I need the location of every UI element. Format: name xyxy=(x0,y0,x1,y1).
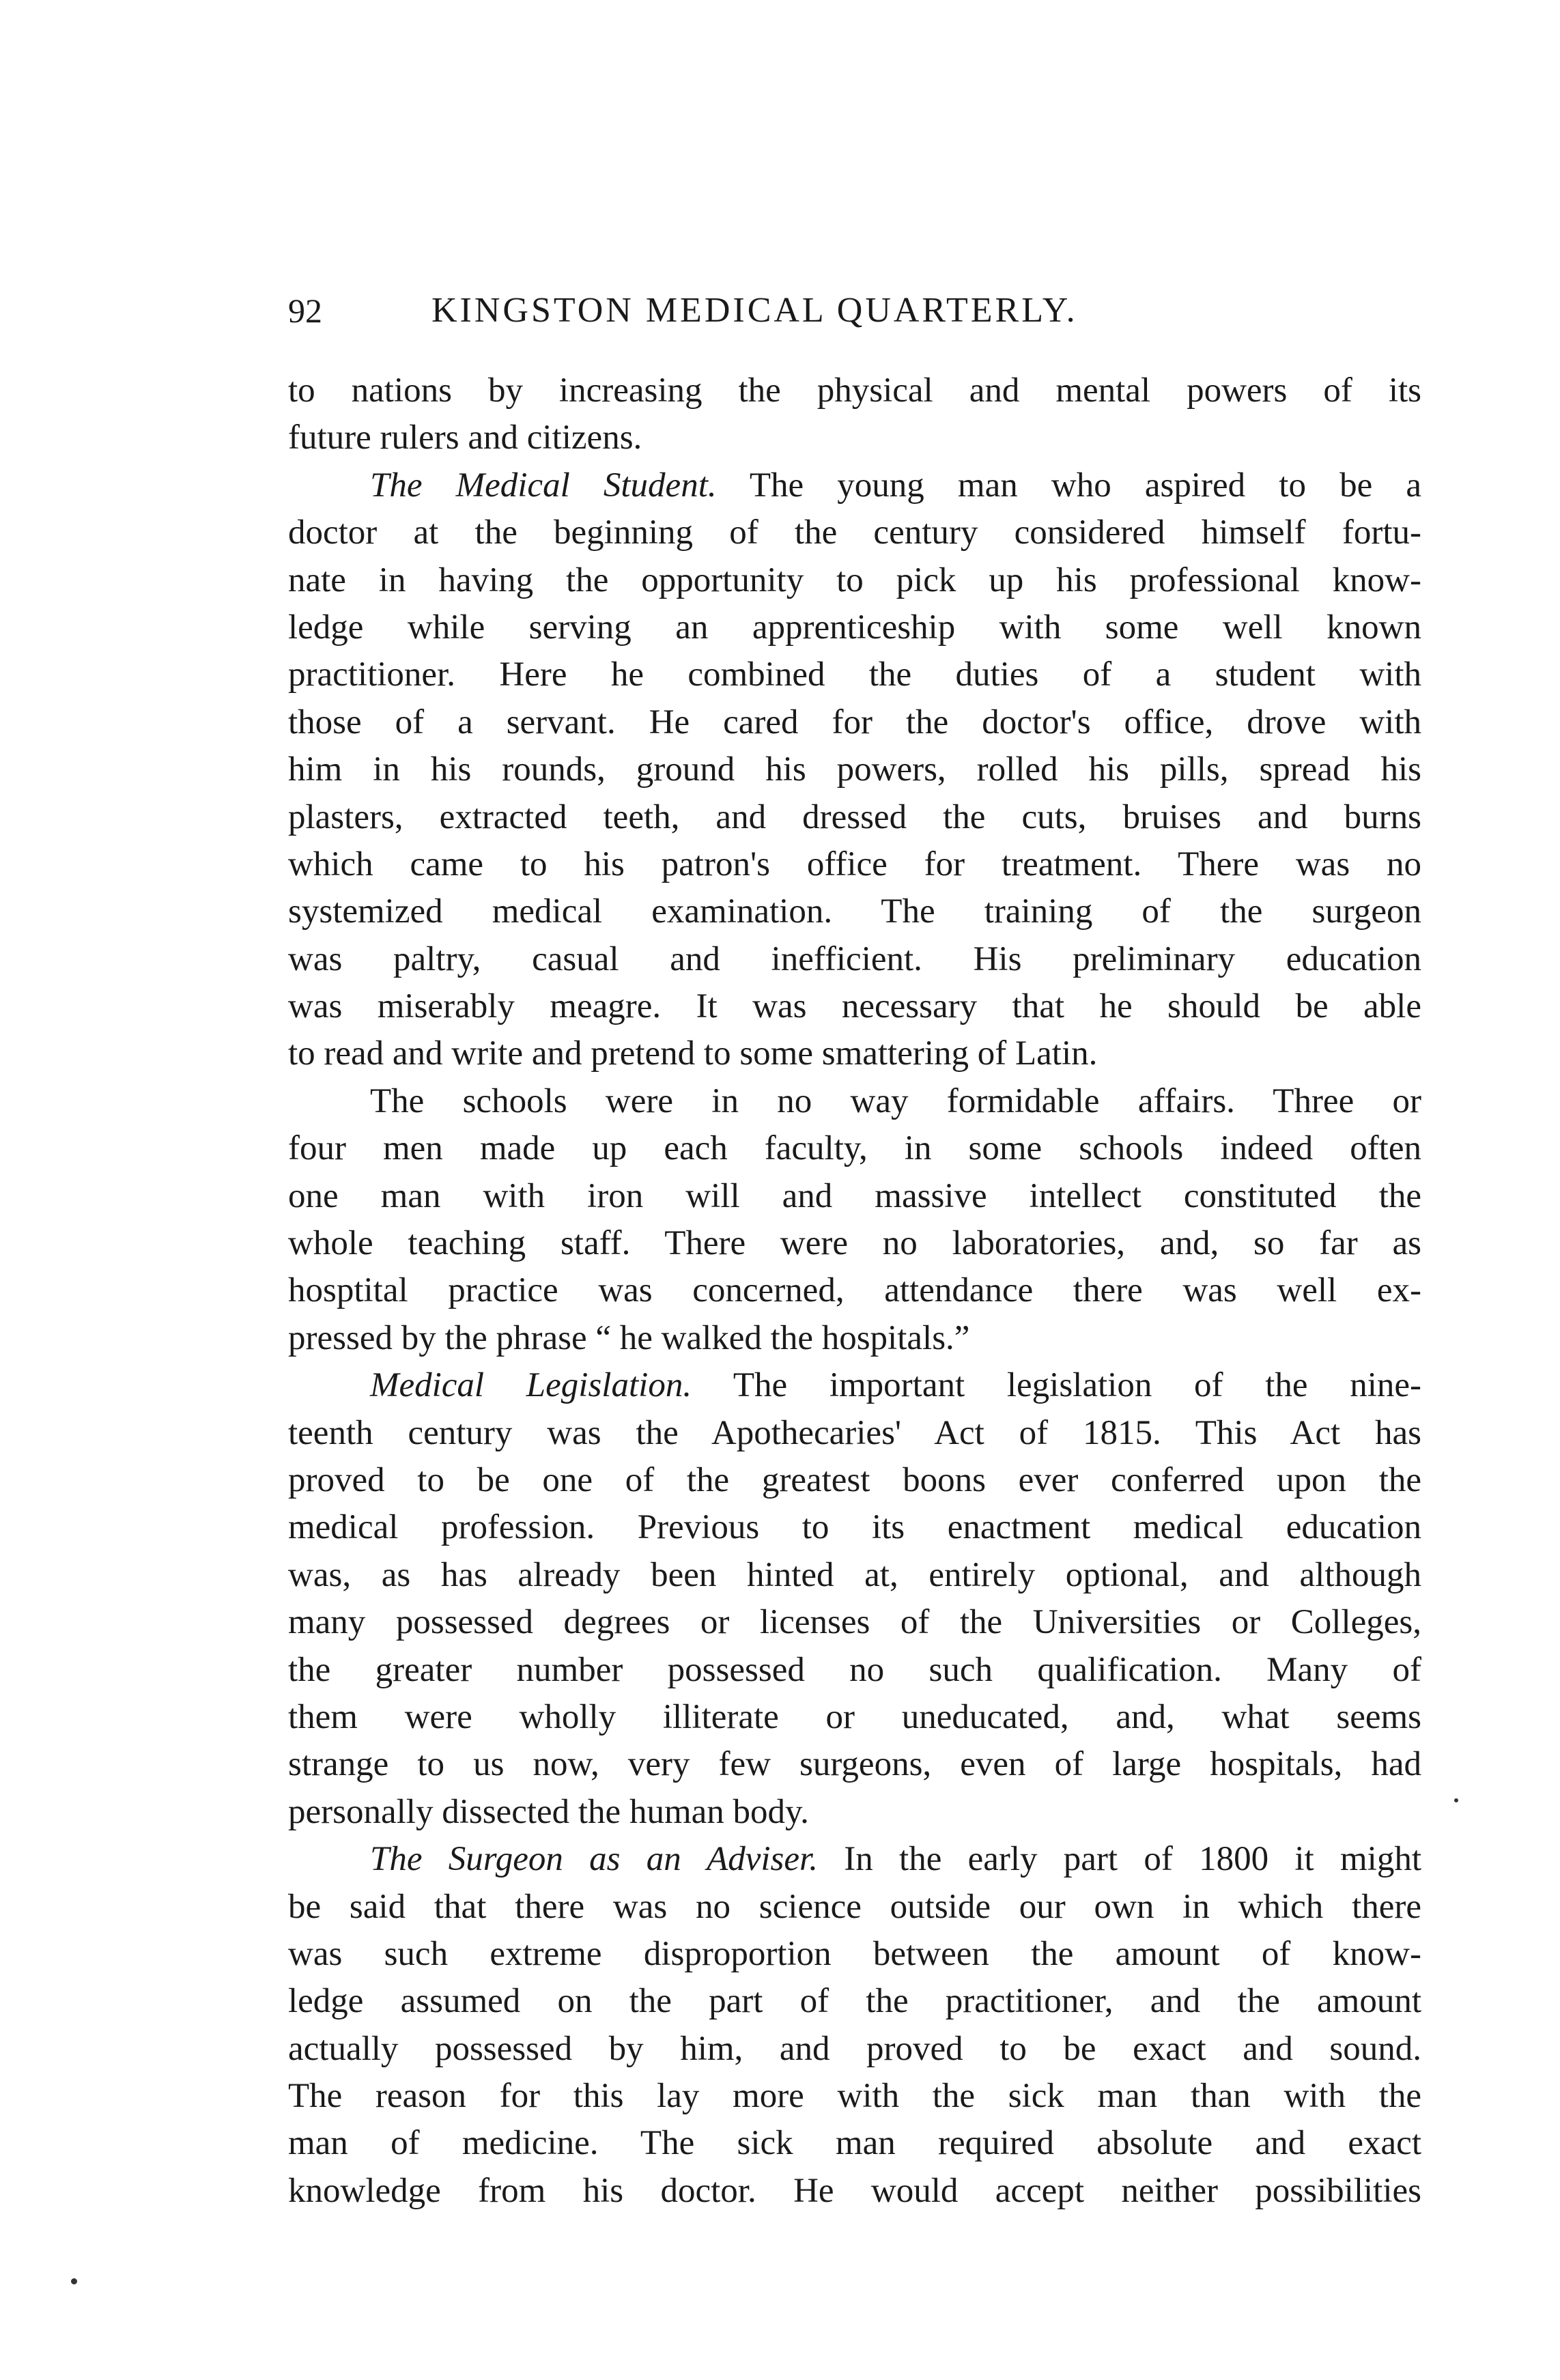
text-line xyxy=(288,888,1421,935)
text-line xyxy=(288,1220,1421,1267)
text-line xyxy=(288,1362,1421,1409)
section-heading: Medical Legislation. xyxy=(370,1366,692,1405)
line-text: many possessed degrees or licenses of the Universities or Colleges, xyxy=(288,1603,1421,1642)
text-line xyxy=(288,1078,1421,1125)
text-line xyxy=(288,699,1421,746)
text-line xyxy=(288,746,1421,793)
line-text: personally dissected the human body. xyxy=(288,1792,809,1831)
running-head xyxy=(288,287,1421,335)
line-text: ledge while serving an apprenticeship with some well known xyxy=(288,608,1421,647)
line-text: doctor at the beginning of the century considered himself fortu- xyxy=(288,513,1421,552)
line-text: practitioner. Here he combined the duties of a student with xyxy=(288,655,1421,694)
line-text: him in his rounds, ground his powers, rolled his pills, spread his xyxy=(288,750,1421,789)
text-line xyxy=(288,983,1421,1030)
line-text: pressed by the phrase “ he walked the hospitals.” xyxy=(288,1318,970,1357)
line-text: The reason for this lay more with the sick man than with the xyxy=(288,2077,1421,2116)
line-text: which came to his patron's office for treatment. There was no xyxy=(288,845,1421,883)
text-line xyxy=(288,604,1421,651)
line-text: actually possessed by him, and proved to be exact and sound. xyxy=(288,2029,1421,2068)
text-line xyxy=(288,1789,1421,1836)
line-text: future rulers and citizens. xyxy=(288,419,642,457)
text-line xyxy=(288,1741,1421,1788)
line-text: systemized medical examination. The training of the surgeon xyxy=(288,892,1421,931)
line-text: nate in having the opportunity to pick up his professional know- xyxy=(288,561,1421,599)
text-line xyxy=(288,462,1421,509)
text-line xyxy=(288,557,1421,604)
section-heading: The Surgeon as an Adviser. xyxy=(370,1840,818,1879)
line-text: was paltry, casual and inefficient. His preliminary education xyxy=(288,939,1421,978)
line-text: man of medicine. The sick man required absolute and exact xyxy=(288,2124,1421,2163)
text-line xyxy=(288,414,1421,462)
line-text: medical profession. Previous to its enactment medical education xyxy=(288,1508,1421,1547)
text-line xyxy=(288,1599,1421,1646)
text-line xyxy=(288,367,1421,414)
text-line xyxy=(288,651,1421,698)
line-text: strange to us now, very few surgeons, even of large hospitals, had xyxy=(288,1745,1421,1784)
text-line xyxy=(288,2073,1421,2120)
text-line xyxy=(288,936,1421,983)
text-line xyxy=(288,1694,1421,1741)
margin-dot xyxy=(1454,1798,1458,1802)
line-text: plasters, extracted teeth, and dressed the cuts, bruises and burns xyxy=(288,797,1421,836)
line-text: be said that there was no science outside our own in which there xyxy=(288,1887,1421,1926)
body-text xyxy=(288,367,1421,2215)
text-line xyxy=(288,1647,1421,1694)
text-line xyxy=(288,1836,1421,1883)
text-line xyxy=(288,1125,1421,1172)
text-line xyxy=(288,1315,1421,1362)
text-line xyxy=(288,1173,1421,1220)
text-line xyxy=(288,1410,1421,1457)
text-line xyxy=(288,1884,1421,1931)
text-line xyxy=(288,1552,1421,1599)
line-text: hosptital practice was concerned, attendance there was well ex- xyxy=(288,1271,1421,1310)
line-text: The young man who aspired to be a xyxy=(716,466,1421,505)
text-line xyxy=(288,2120,1421,2167)
line-text: them were wholly illiterate or uneducated, and, what seems xyxy=(288,1697,1421,1736)
line-text: ledge assumed on the part of the practitioner, and the amount xyxy=(288,1982,1421,2021)
line-text: knowledge from his doctor. He would accept neither possibilities xyxy=(288,2171,1421,2210)
line-text: whole teaching staff. There were no laboratories, and, so far as xyxy=(288,1224,1421,1263)
line-text: the greater number possessed no such qualification. Many of xyxy=(288,1650,1421,1689)
line-text: teenth century was the Apothecaries' Act of 1815. This Act has xyxy=(288,1413,1421,1452)
text-line xyxy=(288,1978,1421,2025)
text-line xyxy=(288,1931,1421,1978)
line-text: to read and write and pretend to some smattering of Latin. xyxy=(288,1034,1098,1073)
text-line xyxy=(288,1267,1421,1314)
text-line xyxy=(288,1504,1421,1551)
text-line xyxy=(288,1030,1421,1077)
line-text: The schools were in no way formidable affairs. Three or xyxy=(370,1081,1421,1120)
section-heading: The Medical Student. xyxy=(370,466,717,505)
journal-title: KINGSTON MEDICAL QUARTERLY. xyxy=(431,291,1078,330)
line-text: was, as has already been hinted at, entirely optional, and although xyxy=(288,1555,1421,1594)
text-line xyxy=(288,841,1421,888)
line-text: four men made up each faculty, in some schools indeed often xyxy=(288,1129,1421,1168)
text-line xyxy=(288,794,1421,841)
line-text: was such extreme disproportion between the amount of know- xyxy=(288,1934,1421,1973)
text-line xyxy=(288,2168,1421,2215)
line-text: The important legislation of the nine- xyxy=(692,1366,1421,1405)
text-line xyxy=(288,509,1421,556)
line-text: one man with iron will and massive intellect constituted the xyxy=(288,1176,1421,1215)
line-text: to nations by increasing the physical and mental powers of its xyxy=(288,371,1421,410)
text-line xyxy=(288,2026,1421,2073)
line-text: In the early part of 1800 it might xyxy=(818,1840,1421,1879)
line-text: those of a servant. He cared for the doctor's office, drove with xyxy=(288,703,1421,741)
line-text: was miserably meagre. It was necessary that he should be able xyxy=(288,987,1421,1026)
text-line xyxy=(288,1457,1421,1504)
page-number: 92 xyxy=(288,292,322,330)
line-text: proved to be one of the greatest boons ever conferred upon the xyxy=(288,1460,1421,1499)
margin-dot xyxy=(71,2278,77,2284)
